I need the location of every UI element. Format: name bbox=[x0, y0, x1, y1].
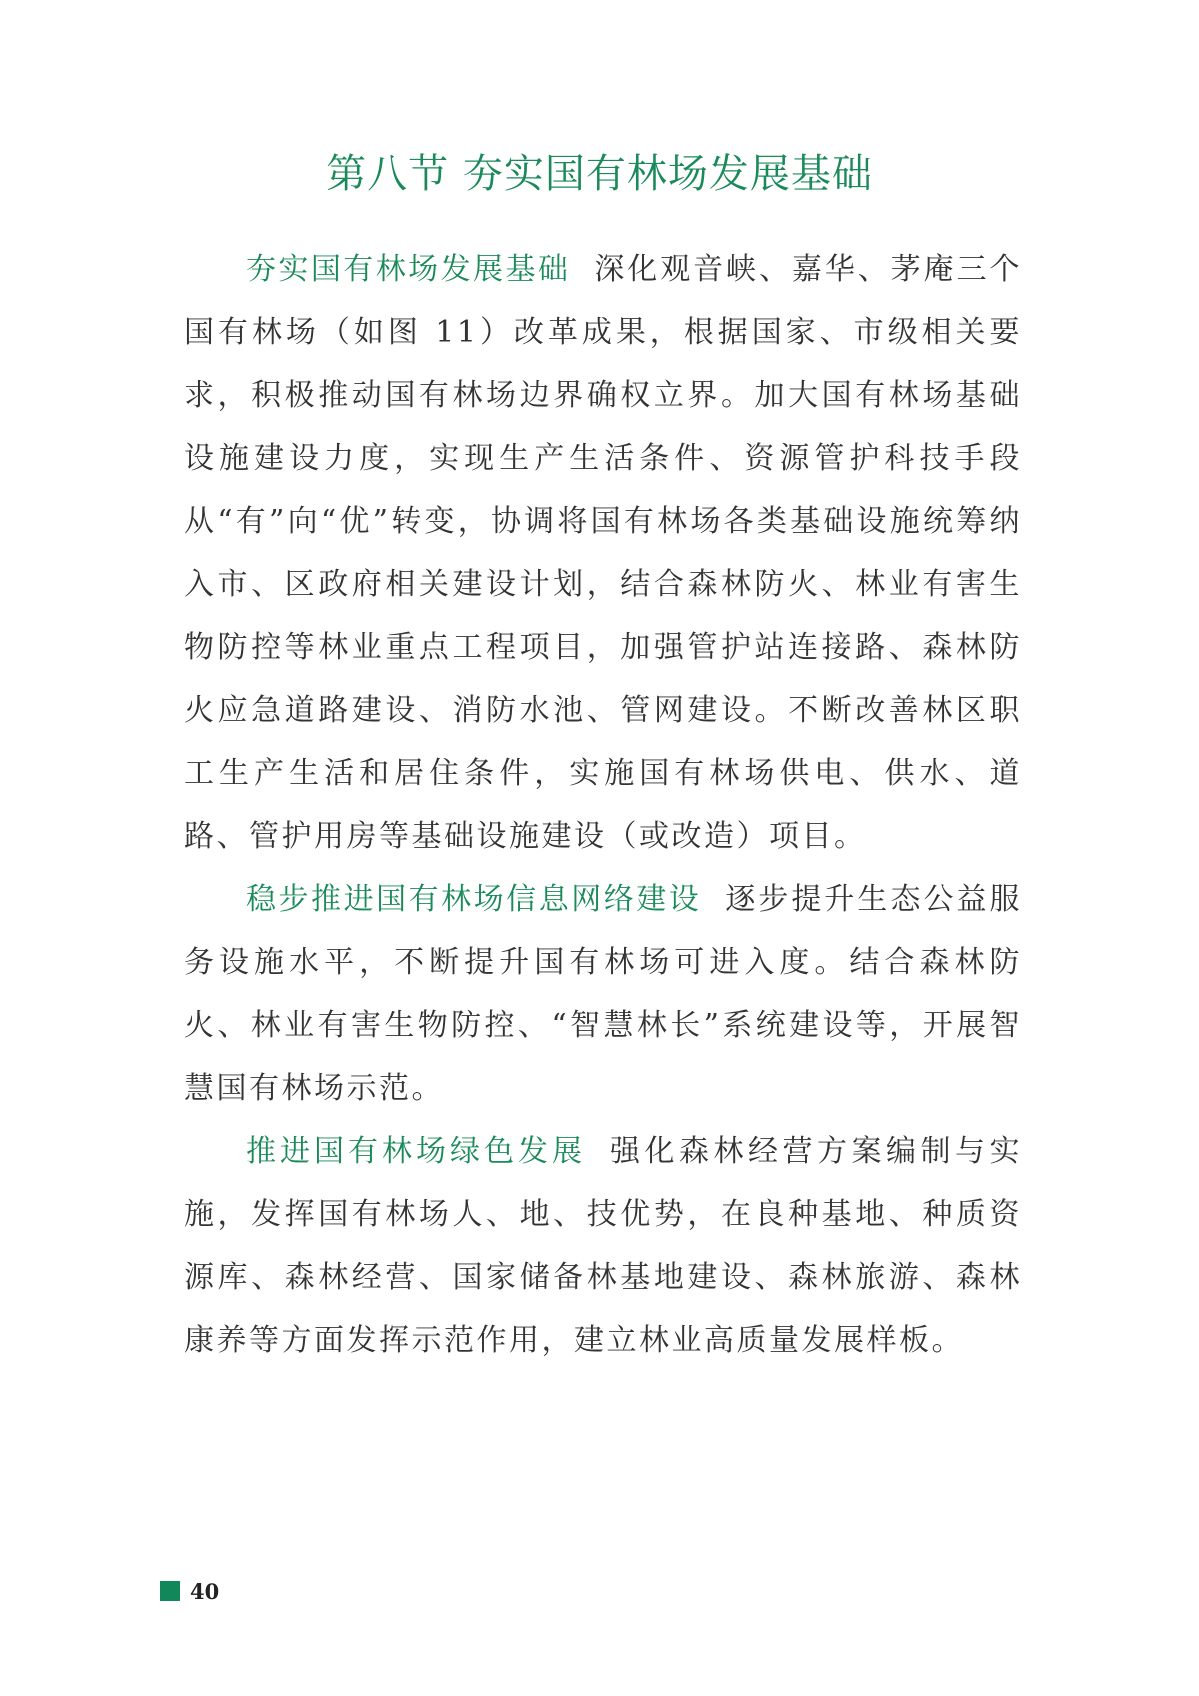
section-text: 逐步提升生态公益服务设施水平，不断提升国有林场可进入度。结合森林防火、林业有害生物防控、“智慧林长”系统建设等，开展智慧国有林场示范。 bbox=[184, 882, 1023, 1106]
section-paragraph bbox=[184, 868, 1022, 1120]
section-heading: 稳步推进国有林场信息网络建设 bbox=[246, 882, 702, 917]
page-title: 第八节 夯实国有林场发展基础 bbox=[326, 151, 873, 197]
section-text: 强化森林经营方案编制与实施，发挥国有林场人、地、技优势，在良种基地、种质资源库、森林经营、国家储备林基地建设、森林旅游、森林康养等方面发挥示范作用，建立林业高质量发展样板。 bbox=[184, 1134, 1022, 1358]
page-number: 40 bbox=[190, 1578, 220, 1604]
section-heading: 推进国有林场绿色发展 bbox=[246, 1134, 586, 1169]
section-text: 深化观音峡、嘉华、茅庵三个国有林场（如图 11）改革成果，根据国家、市级相关要求，积极推动国有林场边界确权立界。加大国有林场基础设施建设力度，实现生产生活条件、资源管护科技手段从“有”向“优”转变，协调将国有林场各类基础设施统筹纳入市、区政府相关建设计划，结合森林防火、林业有害生物防控等林业重点工程项目，加强管护站连接路、森林防火应急道路建设、消防水池、管网建设。不断改善林区职工生产生活和居住条件，实施国有林场供电、供水、道路、管护用房等基础设施建设（或改造）项目。 bbox=[184, 252, 1023, 854]
section-paragraph bbox=[184, 1120, 1022, 1372]
page-footer bbox=[160, 1579, 219, 1603]
page-marker-square bbox=[160, 1581, 180, 1601]
body-content bbox=[184, 238, 1022, 1372]
section-paragraph bbox=[184, 238, 1022, 868]
section-heading: 夯实国有林场发展基础 bbox=[246, 252, 571, 287]
